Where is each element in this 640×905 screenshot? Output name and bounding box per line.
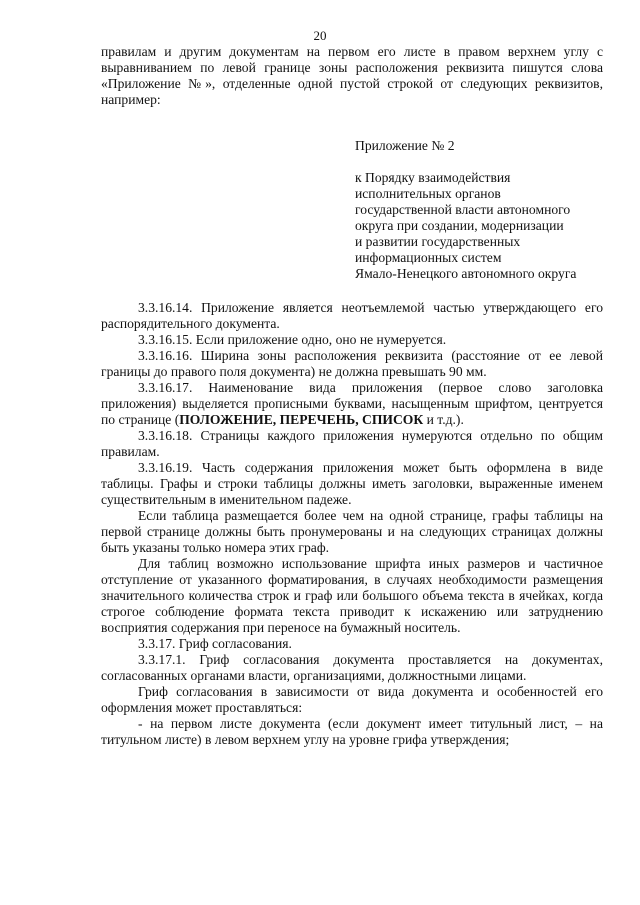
attachment-sample-block xyxy=(355,138,603,282)
intro-paragraph: правилам и другим документам на первом его листе в правом верхнем углу с выравниванием по левой границе зоны расположения реквизита пишутся слова «Приложение №», отделенные одной пустой строкой от следующих реквизитов, например: xyxy=(101,44,603,107)
document-body xyxy=(101,44,603,748)
paragraph-3-3-16-17-text: 3.3.16.17. Наименование вида приложения (первое слово заголовка приложения) выделяется прописными буквами, насыщенным шрифтом, центруется по странице ( xyxy=(101,380,603,427)
attachment-sample-line: государственной власти автономного xyxy=(355,202,571,217)
paragraph-3-3-16-19: 3.3.16.19. Часть содержания приложения может быть оформлена в виде таблицы. Графы и строки таблицы должны иметь заголовки, выраженные именем существительным в именительном падеже. xyxy=(101,460,603,507)
example-perechen: ПЕРЕЧЕНЬ xyxy=(279,412,356,427)
paragraph-grif-first-page: - на первом листе документа (если документ имеет титульный лист, – на титульном листе) в левом верхнем углу на уровне грифа утверждения; xyxy=(101,716,603,747)
attachment-sample-line: Ямало-Ненецкого автономного округа xyxy=(355,266,577,281)
attachment-sample-line: информационных систем xyxy=(355,250,502,265)
example-spisok: СПИСОК xyxy=(362,412,424,427)
attachment-sample-line: к Порядку взаимодействия xyxy=(355,170,511,185)
paragraph-3-3-16-14: 3.3.16.14. Приложение является неотъемлемой частью утверждающего его распорядительного документа. xyxy=(101,300,603,331)
page-number: 20 xyxy=(313,28,327,43)
paragraph-3-3-17: 3.3.17. Гриф согласования. xyxy=(138,636,292,651)
example-separator: , xyxy=(355,412,363,427)
paragraph-3-3-16-18: 3.3.16.18. Страницы каждого приложения нумеруются отдельно по общим правилам. xyxy=(101,428,603,459)
attachment-sample-line: и развитии государственных xyxy=(355,234,521,249)
attachment-sample-line: исполнительных органов xyxy=(355,186,501,201)
paragraph-3-3-17-1: 3.3.17.1. Гриф согласования документа проставляется на документах, согласованных органами власти, организациями, должностными лицами. xyxy=(101,652,603,683)
paragraph-grif-placement: Гриф согласования в зависимости от вида документа и особенностей его оформления может проставляться: xyxy=(101,684,603,715)
paragraph-table-fonts: Для таблиц возможно использование шрифта иных размеров и частичное отступление от указанного форматирования, в случаях необходимости размещения значительного количества строк и граф или большого объема текста в ячейках, когда строгое соблюдение формата текста приводит к искажению или затруднению восприятия содержания при переносе на бумажный носитель. xyxy=(101,556,603,635)
paragraph-3-3-16-15: 3.3.16.15. Если приложение одно, оно не нумеруется. xyxy=(138,332,447,347)
paragraph-3-3-16-16: 3.3.16.16. Ширина зоны расположения реквизита (расстояние от ее левой границы до правого поля документа) не должна превышать 90 мм. xyxy=(101,348,603,379)
paragraph-3-3-16-17 xyxy=(101,380,603,428)
attachment-sample-title: Приложение № 2 xyxy=(355,138,455,153)
paragraph-table-pages: Если таблица размещается более чем на одной странице, графы таблицы на первой странице должны быть пронумерованы и на следующих страницах должны быть указаны только номера этих граф. xyxy=(101,508,603,555)
example-separator: , xyxy=(272,412,280,427)
example-polozhenie: ПОЛОЖЕНИЕ xyxy=(179,412,273,427)
attachment-sample-line: округа при создании, модернизации xyxy=(355,218,564,233)
paragraph-3-3-16-17-tail: и т.д.). xyxy=(423,412,464,427)
